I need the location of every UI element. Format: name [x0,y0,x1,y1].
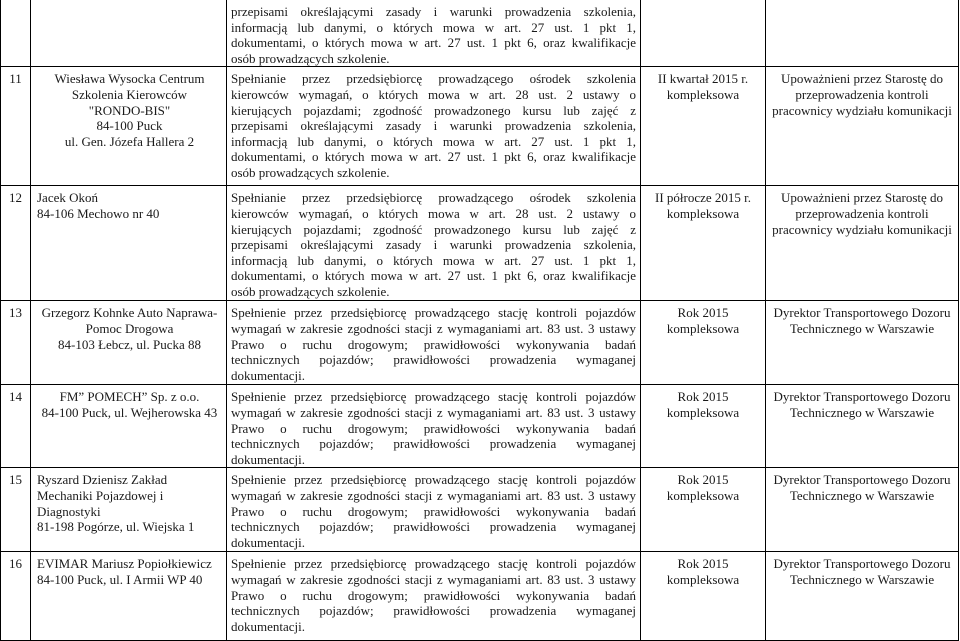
scope-line: osób prowadzących szkolenie. [231,50,390,66]
scope-line: Prawo o ruchu drogowym; prawidłowości wykonywania badań [231,503,636,519]
entity-line: 81-198 Pogórze, ul. Wiejska 1 [37,519,195,535]
row-number: 16 [1,552,31,641]
scope-line: Prawo o ruchu drogowym; prawidłowości wykonywania badań [231,336,636,352]
inspection-period [641,468,766,552]
authority-line: Dyrektor Transportowego Dozoru [773,389,951,405]
entity-line: Mechaniki Pojazdowej i [37,487,164,503]
entity-line: "RONDO-BIS" [88,102,171,118]
inspection-period [641,0,766,67]
entity-line: EVIMAR Mariusz Popiołkiewicz [37,556,212,572]
row-number [1,0,31,67]
inspection-scope [227,385,641,468]
entity-line: 84-100 Puck, ul. I Armii WP 40 [37,571,203,587]
scope-line: kierujących pojazdami; zgodność prowadzonego kursu lub zajęć z [231,221,636,237]
scope-line: dokumentacji. [231,534,306,550]
table-row [1,468,959,552]
authority-line: Technicznego w Warszawie [789,571,935,587]
inspecting-authority [766,301,959,385]
scope-line: dokumentami, o których mowa w art. 27 ust. 1 pkt 6, oraz kwalifikacje [231,268,636,284]
table-row [1,301,959,385]
row-number: 11 [1,67,31,186]
scope-line: Spełnienie przez przedsiębiorcę prowadzącego stację kontroli pojazdów [231,305,636,321]
entity-line: Ryszard Dzienisz Zakład [37,472,168,488]
authority-line: Technicznego w Warszawie [789,487,935,503]
authority-line: przeprowadzenia kontroli [795,86,929,102]
entity-line: 84-100 Puck [96,118,163,134]
entity-line: Szkolenia Kierowców [71,86,188,102]
scope-line: dokumentacji. [231,451,306,467]
entity-name-address [31,301,227,385]
entity-name-address [31,385,227,468]
scope-line: wymagań w zakresie zgodności stacji z wymaganiami art. 83 ust. 3 ustawy [231,404,636,420]
row-number: 13 [1,301,31,385]
scope-line: kierowców wymagań, o których mowa w art. 28 ust. 2 ustawy o [231,86,636,102]
period-line: kompleksowa [666,86,740,102]
period-line: Rok 2015 [677,472,729,488]
scope-line: technicznych pojazdów; prawidłowości prowadzenia wymaganej [231,603,636,619]
authority-line: pracownicy wydziału komunikacji [772,102,952,118]
inspection-period [641,67,766,186]
scope-line: wymagań w zakresie zgodności stacji z wymaganiami art. 83 ust. 3 ustawy [231,320,636,336]
scope-line: technicznych pojazdów; prawidłowości prowadzenia wymaganej [231,352,636,368]
period-line: Rok 2015 [677,305,729,321]
scope-line: dokumentacji. [231,367,306,383]
inspection-scope [227,301,641,385]
scope-line: Prawo o ruchu drogowym; prawidłowości wykonywania badań [231,587,636,603]
period-line: kompleksowa [666,487,740,503]
table-row [1,0,959,67]
entity-line: 84-103 Łebcz, ul. Pucka 88 [58,336,201,352]
row-number: 12 [1,186,31,301]
scope-line: przepisami określającymi zasady i warunki prowadzenia szkolenia, [231,237,636,253]
scope-line: Spełnianie przez przedsiębiorcę prowadzącego ośrodek szkolenia [231,190,636,206]
row-number: 15 [1,468,31,552]
inspecting-authority [766,0,959,67]
table-row [1,385,959,468]
scope-line: przepisami określającymi zasady i warunki prowadzenia szkolenia, [231,118,636,134]
scope-line: kierujących pojazdami; zgodność prowadzonego kursu lub zajęć z [231,102,636,118]
authority-line: Upoważnieni przez Starostę do [780,71,944,87]
inspection-scope [227,468,641,552]
scope-line: dokumentacji. [231,618,306,634]
scope-line: Spełnienie przez przedsiębiorcę prowadzącego stację kontroli pojazdów [231,556,636,572]
scope-line: informacją lub danymi, o których mowa w art. 27 ust. 1 pkt 1, [231,19,636,35]
entity-line: FM” POMECH” Sp. z o.o. [59,389,200,405]
scope-line: Spełnienie przez przedsiębiorcę prowadzącego stację kontroli pojazdów [231,472,636,488]
period-line: II kwartał 2015 r. [657,71,749,87]
inspection-period [641,552,766,641]
period-line: kompleksowa [666,571,740,587]
authority-line: Dyrektor Transportowego Dozoru [773,472,951,488]
entity-name-address [31,67,227,186]
period-line: Rok 2015 [677,556,729,572]
entity-line: Wiesława Wysocka Centrum [54,71,205,87]
scope-line: wymagań w zakresie zgodności stacji z wymaganiami art. 83 ust. 3 ustawy [231,571,636,587]
entity-line: Pomoc Drogowa [85,320,174,336]
inspecting-authority [766,468,959,552]
entity-line: ul. Gen. Józefa Hallera 2 [64,133,195,149]
scope-line: osób prowadzących szkolenie. [231,283,390,299]
authority-line: Technicznego w Warszawie [789,404,935,420]
scope-line: kierowców wymagań, o których mowa w art. 28 ust. 2 ustawy o [231,205,636,221]
inspection-period [641,186,766,301]
entity-name-address [31,552,227,641]
entity-name-address [31,0,227,67]
entity-name-address [31,186,227,301]
period-line: kompleksowa [666,404,740,420]
inspection-period [641,385,766,468]
inspecting-authority [766,67,959,186]
authority-line: Dyrektor Transportowego Dozoru [773,556,951,572]
inspection-scope [227,67,641,186]
scope-line: Prawo o ruchu drogowym; prawidłowości wykonywania badań [231,420,636,436]
inspection-scope [227,0,641,67]
authority-line: Technicznego w Warszawie [789,320,935,336]
period-line: II półrocze 2015 r. [654,190,752,206]
entity-name-address [31,468,227,552]
scope-line: Spełnianie przez przedsiębiorcę prowadzącego ośrodek szkolenia [231,71,636,87]
inspecting-authority [766,385,959,468]
scope-line: przepisami określającymi zasady i warunki prowadzenia szkolenia, [231,4,636,19]
authority-line: przeprowadzenia kontroli [795,205,929,221]
period-line: kompleksowa [666,320,740,336]
inspection-scope [227,552,641,641]
entity-line: Grzegorz Kohnke Auto Naprawa- [41,305,218,321]
inspecting-authority [766,552,959,641]
period-line: Rok 2015 [677,389,729,405]
scope-line: dokumentami, o których mowa w art. 27 ust. 1 pkt 6, oraz kwalifikacje [231,35,636,51]
authority-line: Dyrektor Transportowego Dozoru [773,305,951,321]
inspecting-authority [766,186,959,301]
scope-line: technicznych pojazdów; prawidłowości prowadzenia wymaganej [231,519,636,535]
scope-line: osób prowadzących szkolenie. [231,164,390,180]
row-number: 14 [1,385,31,468]
scope-line: wymagań w zakresie zgodności stacji z wymaganiami art. 83 ust. 3 ustawy [231,487,636,503]
table-row [1,552,959,641]
scope-line: Spełnienie przez przedsiębiorcę prowadzącego stację kontroli pojazdów [231,389,636,405]
entity-line: Jacek Okoń [37,190,99,206]
entity-line: 84-106 Mechowo nr 40 [37,205,160,221]
inspection-period [641,301,766,385]
table-row [1,186,959,301]
scope-line: dokumentami, o których mowa w art. 27 ust. 1 pkt 6, oraz kwalifikacje [231,149,636,165]
period-line: kompleksowa [666,205,740,221]
entity-line: 84-100 Puck, ul. Wejherowska 43 [41,404,218,420]
scope-line: informacją lub danymi, o których mowa w art. 27 ust. 1 pkt 1, [231,133,636,149]
scope-line: technicznych pojazdów; prawidłowości prowadzenia wymaganej [231,436,636,452]
inspection-scope [227,186,641,301]
authority-line: pracownicy wydziału komunikacji [772,221,952,237]
table-row [1,67,959,186]
scope-line: informacją lub danymi, o których mowa w art. 27 ust. 1 pkt 1, [231,252,636,268]
entity-line: Diagnostyki [37,503,101,519]
authority-line: Upoważnieni przez Starostę do [780,190,944,206]
